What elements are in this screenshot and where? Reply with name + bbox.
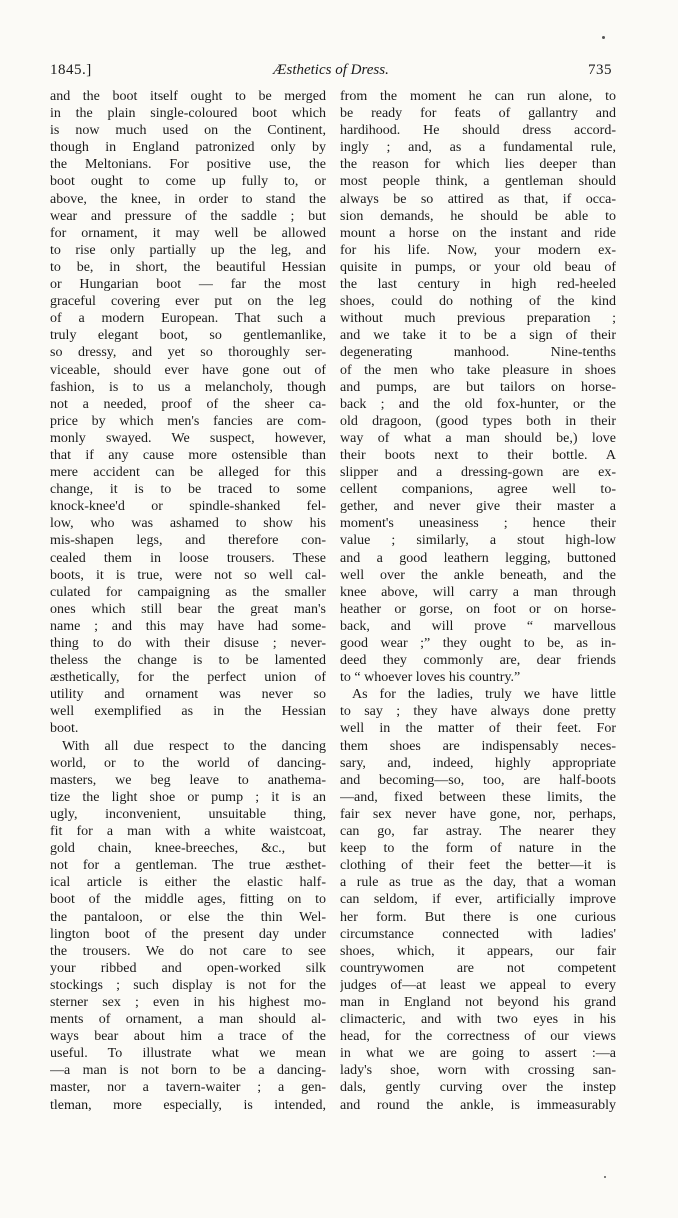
text-line: to rise only partially up the leg, and	[50, 242, 326, 258]
text-line: useful. To illustrate what we mean	[50, 1046, 326, 1062]
header-page-number: 735	[588, 62, 612, 78]
text-line: judges of—at least we appeal to every	[340, 977, 616, 993]
text-line: graceful covering ever put on the leg	[50, 294, 326, 310]
text-line: without much previous preparation ;	[340, 311, 616, 327]
text-line: master, nor a tavern-waiter ; a gen-	[50, 1080, 326, 1096]
text-line: tleman, more especially, is intended,	[50, 1097, 326, 1113]
text-line: boot of the middle ages, fitting on to	[50, 892, 326, 908]
text-line: boot ought to come up fully to, or	[50, 174, 326, 190]
text-line: tize the light shoe or pump ; it is an	[50, 789, 326, 805]
text-line: your ribbed and open-worked silk	[50, 960, 326, 976]
text-line: sterner sex ; even in his highest mo-	[50, 994, 326, 1010]
text-line: to be, in short, the beautiful Hessian	[50, 259, 326, 275]
text-line: their boots next to their bottle. A	[340, 447, 616, 463]
text-line: wear and pressure of the saddle ; but	[50, 208, 326, 224]
text-line: her form. But there is one curious	[340, 909, 616, 925]
text-line: in the plain single-coloured boot which	[50, 106, 326, 122]
text-line: knee above, will carry a man through	[340, 584, 616, 600]
text-line: for ornament, it may well be allowed	[50, 225, 326, 241]
text-line: back, and will prove “ marvellous	[340, 618, 616, 634]
text-line: though in England patronized only by	[50, 140, 326, 156]
text-line: of the men who take pleasure in shoes	[340, 362, 616, 378]
text-line: gether, and never give their master a	[340, 499, 616, 515]
text-line: utility and ornament was never so	[50, 687, 326, 703]
text-line: shoes, could do nothing of the kind	[340, 294, 616, 310]
text-line: climacteric, and with two eyes in his	[340, 1012, 616, 1028]
text-line: As for the ladies, truly we have little	[352, 687, 616, 703]
text-line: the Meltonians. For positive use, the	[50, 157, 326, 173]
text-line: masters, we beg leave to anathema-	[50, 772, 326, 788]
text-line: fair sex never have gone, nor, perhaps,	[340, 806, 616, 822]
text-line: price by which men's fancies are com-	[50, 413, 326, 429]
running-header	[50, 62, 612, 84]
right-column	[340, 88, 616, 1114]
header-year: 1845.]	[50, 62, 92, 78]
text-line: fit for a man with a white waistcoat,	[50, 824, 326, 840]
text-line: fashion, is to us a melancholy, though	[50, 379, 326, 395]
text-line: above, the knee, in order to stand the	[50, 191, 326, 207]
text-line: back ; and the old fox-hunter, or the	[340, 396, 616, 412]
text-line: for his life. Now, your modern ex-	[340, 242, 616, 258]
text-line: well in the matter of their feet. For	[340, 721, 616, 737]
text-line: and round the ankle, is immeasurably	[340, 1097, 616, 1113]
text-line: ugly, inconvenient, unsuitable thing,	[50, 806, 326, 822]
text-line: viceable, should ever have gone out of	[50, 362, 326, 378]
text-line: and becoming—so, too, are half-boots	[340, 772, 616, 788]
text-line: old dragoon, (good types both in their	[340, 413, 616, 429]
left-column	[50, 88, 326, 1114]
text-line: ingly ; and, as a fundamental rule,	[340, 140, 616, 156]
text-line: æsthetically, for the perfect union of	[50, 670, 326, 686]
text-line: theless the change is to be lamented	[50, 653, 326, 669]
text-line: —a man is not born to be a dancing-	[50, 1063, 326, 1079]
text-line: mount a horse on the instant and ride	[340, 225, 616, 241]
text-line: quisite in pumps, or your old beau of	[340, 259, 616, 275]
text-line: value ; similarly, a stout high-low	[340, 533, 616, 549]
text-line: and pumps, are but tailors on horse-	[340, 379, 616, 395]
text-line: to “ whoever loves his country.”	[340, 670, 521, 686]
text-line: in what we are going to assert :—a	[340, 1046, 616, 1062]
text-line: slipper and a dressing-gown are ex-	[340, 465, 616, 481]
text-line: ical article is either the elastic half-	[50, 875, 326, 891]
text-line: ones which still bear the great man's	[50, 601, 326, 617]
text-line: lady's shoe, worn with crossing san-	[340, 1063, 616, 1079]
text-line: of a modern European. That such a	[50, 311, 326, 327]
text-line: With all due respect to the dancing	[62, 738, 326, 754]
text-line: can seldom, if ever, artificially improve	[340, 892, 616, 908]
text-line: and we take it to be a sign of their	[340, 328, 616, 344]
text-line: well exemplified as in the Hessian	[50, 704, 326, 720]
text-line: boot.	[50, 721, 79, 737]
paper-speck	[602, 36, 605, 39]
text-line: man in England not beyond his grand	[340, 994, 616, 1010]
text-line: head, for the correctness of our views	[340, 1029, 616, 1045]
text-line: is now much used on the Continent,	[50, 123, 326, 139]
text-line: the last century in high red-heeled	[340, 277, 616, 293]
text-line: sary, and, indeed, highly appropriate	[340, 755, 616, 771]
text-line: always be so attired as that, if occa-	[340, 191, 616, 207]
text-line: and the boot itself ought to be merged	[50, 89, 326, 104]
text-line: not for a gentleman. The true æsthet-	[50, 858, 326, 874]
text-line: ways bear about him a trace of the	[50, 1029, 326, 1045]
text-line: —and, fixed between these limits, the	[340, 789, 616, 805]
text-line: clothing of their feet the better—it is	[340, 858, 616, 874]
text-line: gold chain, knee-breeches, &c., but	[50, 841, 326, 857]
paper-speck	[604, 1176, 606, 1178]
header-title: Æsthetics of Dress.	[273, 62, 389, 78]
text-line: keep to the form of nature in the	[340, 841, 616, 857]
text-line: deed they commonly are, dear friends	[340, 653, 616, 669]
text-line: hardihood. He should dress accord-	[340, 123, 616, 139]
text-line: dals, gently curving over the instep	[340, 1080, 616, 1096]
text-line: that if any cause more ostensible than	[50, 447, 326, 463]
text-line: knock-knee'd or spindle-shanked fel-	[50, 499, 326, 515]
text-line: and a good leathern legging, buttoned	[340, 550, 616, 566]
text-line: them shoes are indispensably neces-	[340, 738, 616, 754]
text-line: the pantaloon, or else the thin Wel-	[50, 909, 326, 925]
text-line: can go, far astray. The nearer they	[340, 824, 616, 840]
text-line: change, it is to be traced to some	[50, 482, 326, 498]
text-line: low, who was ashamed to show his	[50, 516, 326, 532]
text-line: a rule as true as the day, that a woman	[340, 875, 616, 891]
text-line: from the moment he can run alone, to	[340, 89, 616, 104]
text-line: the trousers. We do not care to see	[50, 943, 326, 959]
text-line: so dressy, and yet so thoroughly ser-	[50, 345, 326, 361]
text-line: well over the ankle beneath, and the	[340, 567, 616, 583]
text-line: name ; and this may have had some-	[50, 618, 326, 634]
text-line: good wear ;” they ought to be, as in-	[340, 636, 616, 651]
text-line: moment's uneasiness ; hence their	[340, 516, 616, 532]
text-line: sion demands, he should be able to	[340, 208, 616, 224]
text-line: not a needed, proof of the sheer ca-	[50, 396, 326, 412]
text-line: mere accident can be alleged for this	[50, 465, 326, 481]
text-line: the reason for which lies deeper than	[340, 157, 616, 173]
text-line: monly swayed. We suspect, however,	[50, 430, 326, 446]
text-line: lington boot of the present day under	[50, 926, 326, 942]
text-line: degenerating manhood. Nine-tenths	[340, 345, 616, 361]
text-line: truly elegant boot, so gentlemanlike,	[50, 328, 326, 344]
text-line: culated for campaigning as the smaller	[50, 584, 326, 600]
text-line: thing to do with their disuse ; never-	[50, 636, 326, 651]
text-line: cellent companions, agree well to-	[340, 482, 616, 498]
text-line: stockings ; such display is not for the	[50, 977, 326, 993]
text-line: or Hungarian boot — far the most	[50, 277, 326, 293]
text-line: world, or to the world of dancing-	[50, 755, 326, 771]
text-line: shoes, which, it appears, our fair	[340, 943, 616, 959]
text-line: heather or gorse, on foot or on horse-	[340, 601, 616, 617]
text-line: circumstance connected with ladies'	[340, 926, 616, 942]
text-line: be ready for feats of gallantry and	[340, 106, 616, 122]
text-line: countrywomen are not competent	[340, 960, 616, 976]
text-line: cealed them in loose trousers. These	[50, 550, 326, 566]
text-line: ments of ornament, a man should al-	[50, 1012, 326, 1028]
text-line: mis-shapen legs, and therefore con-	[50, 533, 326, 549]
text-line: to say ; they have always done pretty	[340, 704, 616, 720]
text-line: way of what a man should be,) love	[340, 430, 616, 446]
text-line: most people think, a gentleman should	[340, 174, 616, 190]
text-line: boots, it is true, were not so well cal-	[50, 567, 326, 583]
